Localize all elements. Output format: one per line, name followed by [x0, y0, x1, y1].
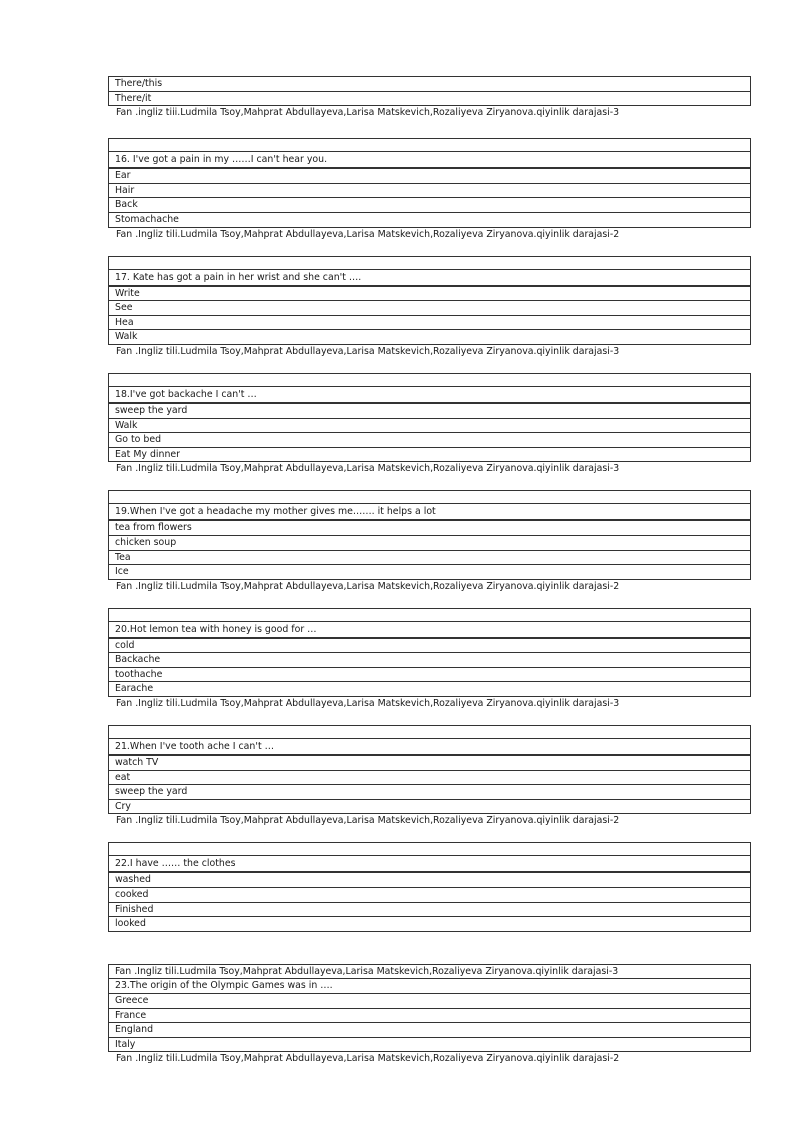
- option-row: Backache: [108, 653, 751, 668]
- question-meta: Fan .Ingliz tili.Ludmila Tsoy,Mahprat Abdullayeva,Larisa Matskevich,Rozaliyeva Ziryanova.qiyinlik darajasi-2: [116, 580, 620, 592]
- question-text: 20.Hot lemon tea with honey is good for …: [108, 622, 751, 639]
- option-row: Greece: [108, 994, 751, 1009]
- option-row: looked: [108, 917, 751, 932]
- option-row: Ear: [108, 169, 751, 184]
- question-block: [108, 490, 751, 593]
- question-meta: Fan .Ingliz tili.Ludmila Tsoy,Mahprat Abdullayeva,Larisa Matskevich,Rozaliyeva Ziryanova.qiyinlik darajasi-3: [116, 345, 620, 357]
- option-row: Ice: [108, 565, 751, 580]
- question-text: 17. Kate has got a pain in her wrist and she can't ….: [108, 270, 751, 287]
- option-row: France: [108, 1009, 751, 1024]
- document-page: [108, 76, 751, 1066]
- blank-row: [108, 842, 751, 856]
- question-text: 18.I've got backache I can't …: [108, 387, 751, 404]
- option-row: tea from flowers: [108, 521, 751, 536]
- option-row: Hea: [108, 316, 751, 331]
- question-meta: Fan .Ingliz tili.Ludmila Tsoy,Mahprat Abdullayeva,Larisa Matskevich,Rozaliyeva Ziryanova.qiyinlik darajasi-3: [116, 463, 620, 475]
- option-row: Back: [108, 198, 751, 213]
- blank-row: [108, 725, 751, 739]
- option-row: There/this: [108, 76, 751, 92]
- question-meta: Fan .Ingliz tili.Ludmila Tsoy,Mahprat Abdullayeva,Larisa Matskevich,Rozaliyeva Ziryanova.qiyinlik darajasi-3: [116, 698, 620, 710]
- option-row: Finished: [108, 903, 751, 918]
- option-row: Go to bed: [108, 433, 751, 448]
- option-row: England: [108, 1023, 751, 1038]
- option-row: cooked: [108, 888, 751, 903]
- option-row: There/it: [108, 92, 751, 107]
- question-meta: Fan .Ingliz tili.Ludmila Tsoy,Mahprat Abdullayeva,Larisa Matskevich,Rozaliyeva Ziryanova.qiyinlik darajasi-3: [108, 964, 751, 980]
- question-block: [108, 373, 751, 476]
- question-meta: Fan .ingliz tiii.Ludmila Tsoy,Mahprat Abdullayeva,Larisa Matskevich,Rozaliyeva Ziryanova.qiyinlik darajasi-3: [116, 107, 620, 119]
- question-text: 16. I've got a pain in my ……I can't hear you.: [108, 152, 751, 169]
- option-row: Earache: [108, 682, 751, 697]
- option-row: Eat My dinner: [108, 448, 751, 463]
- option-row: chicken soup: [108, 536, 751, 551]
- blank-row: [108, 490, 751, 504]
- question-text: 22.I have …… the clothes: [108, 856, 751, 873]
- question-text: 19.When I've got a headache my mother gives me……. it helps a lot: [108, 504, 751, 521]
- question-meta: Fan .Ingliz tili.Ludmila Tsoy,Mahprat Abdullayeva,Larisa Matskevich,Rozaliyeva Ziryanova.qiyinlik darajasi-2: [116, 1053, 620, 1065]
- option-row: sweep the yard: [108, 404, 751, 419]
- option-row: sweep the yard: [108, 785, 751, 800]
- question-block: [108, 608, 751, 711]
- option-row: eat: [108, 771, 751, 786]
- option-row: Stomachache: [108, 213, 751, 228]
- question-meta: Fan .Ingliz tili.Ludmila Tsoy,Mahprat Abdullayeva,Larisa Matskevich,Rozaliyeva Ziryanova.qiyinlik darajasi-2: [116, 815, 620, 827]
- question-block: [108, 725, 751, 828]
- blank-row: [108, 373, 751, 387]
- question-block: [108, 256, 751, 359]
- question-block: [108, 964, 751, 1067]
- question-text: 21.When I've tooth ache I can't …: [108, 739, 751, 756]
- option-row: See: [108, 301, 751, 316]
- option-row: Write: [108, 287, 751, 302]
- question-block: [108, 842, 751, 931]
- option-row: Hair: [108, 184, 751, 199]
- option-row: watch TV: [108, 756, 751, 771]
- question-block: [108, 138, 751, 241]
- option-row: Walk: [108, 419, 751, 434]
- question-meta: Fan .Ingliz tili.Ludmila Tsoy,Mahprat Abdullayeva,Larisa Matskevich,Rozaliyeva Ziryanova.qiyinlik darajasi-2: [116, 228, 620, 240]
- option-row: Walk: [108, 330, 751, 345]
- blank-row: [108, 608, 751, 622]
- option-row: washed: [108, 873, 751, 888]
- question-text: 23.The origin of the Olympic Games was in ….: [108, 979, 751, 994]
- blank-row: [108, 138, 751, 152]
- option-row: cold: [108, 639, 751, 654]
- option-row: toothache: [108, 668, 751, 683]
- option-row: Tea: [108, 551, 751, 566]
- blank-row: [108, 256, 751, 270]
- option-row: Cry: [108, 800, 751, 815]
- option-row: Italy: [108, 1038, 751, 1053]
